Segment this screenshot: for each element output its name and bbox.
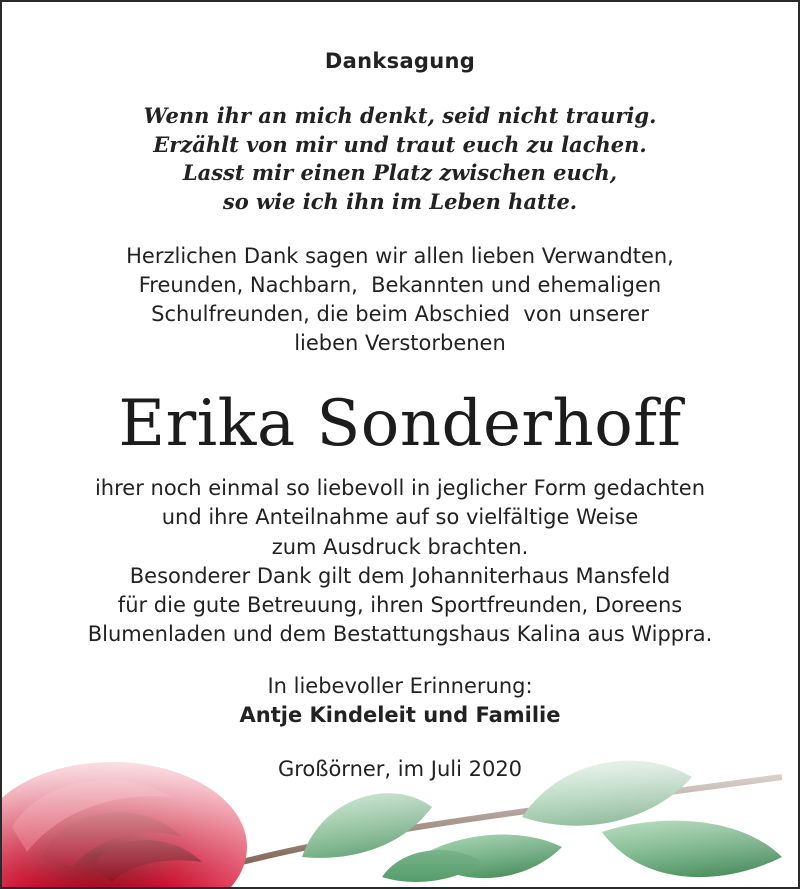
place-date: Großörner, im Juli 2020 [277, 757, 523, 781]
body-paragraph [2, 474, 798, 650]
family-signature: Antje Kindeleit und Familie [239, 703, 561, 727]
memory-line: In liebevoller Erinnerung: [267, 674, 533, 698]
body-line: für die gute Betreuung, ihren Sportfreunden, Doreens [117, 593, 683, 618]
memory-block [2, 672, 798, 730]
body-line: Blumenladen und dem Bestattungshaus Kalina aus Wippra. [87, 622, 713, 647]
thanks-line: Schulfreunden, die beim Abschied von unserer [151, 302, 649, 326]
thanks-paragraph [2, 242, 798, 358]
poem-block [2, 102, 798, 216]
body-line: und ihre Anteilnahme auf so vielfältige Weise [161, 505, 639, 530]
heading: Danksagung [324, 49, 476, 73]
poem-line: Erzählt von mir und traut euch zu lachen. [153, 131, 647, 157]
body-line: zum Ausdruck brachten. [271, 534, 529, 559]
thanks-line: Freunden, Nachbarn, Bekannten und ehemaligen [138, 273, 662, 297]
poem-line: Lasst mir einen Platz zwischen euch, [182, 160, 618, 185]
body-line: Besonderer Dank gilt dem Johanniterhaus Mansfeld [129, 563, 671, 588]
poem-line: so wie ich ihn im Leben hatte. [222, 188, 578, 214]
poem-line: Wenn ihr an mich denkt, seid nicht traurig. [143, 103, 657, 128]
thanks-line: Herzlichen Dank sagen wir allen lieben Verwandten, [126, 244, 674, 268]
body-line: ihrer noch einmal so liebevoll in jeglicher Form gedachten [94, 476, 706, 500]
deceased-name: Erika Sonderhoff [118, 387, 682, 461]
thanks-line: lieben Verstorbenen [294, 331, 506, 355]
